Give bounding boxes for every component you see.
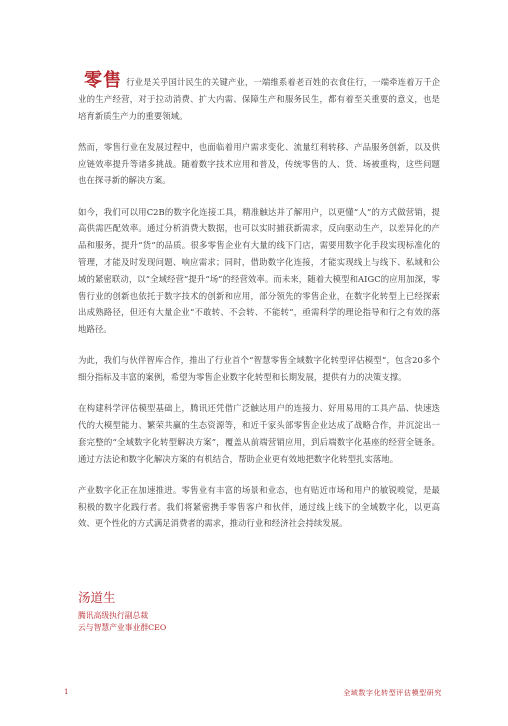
signature-title-2: 云与智慧产业事业群CEO: [78, 623, 167, 632]
footer-document-title: 全域数字化转型评估模型研究: [343, 689, 442, 697]
intro-dropcap: 零售: [84, 70, 123, 91]
signature-title-1: 腾讯高级执行副总裁: [78, 611, 149, 620]
paragraph-solution: 在构建科学评估模型基础上，腾讯还凭借广泛触达用户的连接力、好用易用的工具产品、快速迭代的大模型能力、繁荣共赢的生态资源等，和近千家头部零售企业达成了战略合作，并沉淀出一套完整的“全域数字化转型解决方案”，覆盖从前端营销应用，到后端数字化基座的经营全链条。通过方法论和数字化解决方案的有机结合，帮助企业更有效地把数字化转型扎实落地。: [78, 403, 440, 464]
preface-body: [78, 72, 440, 547]
intro-paragraph: [78, 72, 440, 124]
paragraph-outlook: 产业数字化正在加速推进。零售业有丰富的场景和业态，也有贴近市场和用户的敏锐嗅觉，是最积极的数字化践行者。我们将紧密携手零售客户和伙伴，通过线上线下的全域数字化，以更高效、更个性化的方式满足消费者的需求，推动行业和经济社会持续发展。: [78, 484, 440, 529]
signature-name: 汤道生: [78, 590, 116, 605]
paragraph-challenges: 然而，零售行业在发展过程中，也面临着用户需求变化、流量红利转移、产品服务创新，以及供应链效率提升等诸多挑战。随着数字技术应用和普及，传统零售的人、货、场被重构，这些问题也在探寻新的解决方案。: [78, 141, 440, 186]
intro-text: 行业是关乎国计民生的关键产业，一端维系着老百姓的衣食住行，一端牵连着万千企业的生产经营，对于拉动消费、扩大内需、保障生产和服务民生，都有着至关重要的意义，也是培育新质生产力的重要领域。: [78, 77, 440, 121]
signature-block: [78, 590, 166, 634]
page-number: 1: [64, 688, 69, 696]
paragraph-evaluation-model: 为此，我们与伙伴智库合作，推出了行业首个“智慧零售全域数字化转型评估模型”，包含20多个细分指标及丰富的案例，希望为零售企业数字化转型和长期发展，提供有力的决策支撑。: [78, 355, 440, 383]
paragraph-digital-tools: 如今，我们可以用C2B的数字化连接工具，精准触达并了解用户，以更懂“人”的方式做营销，提高供需匹配效率。通过分析消费大数据，也可以实时捕获新需求，反向驱动生产，以差异化的产品和服务，提升“货”的品质。很多零售企业有大量的线下门店，需要用数字化手段实现标准化的管理，才能及时发现问题、响应需求；同时，借助数字化连接，才能实现线上与线下、私域和公域的紧密联动，以“全域经营”提升“场”的经营效率。而未来，随着大模型和AIGC的应用加深，零售行业的创新也依托于数字技术的创新和应用，部分领先的零售企业，在数字化转型上已经探索出成熟路径，但还有大量企业“不敢转、不会转、不能转”，亟需科学的理论指导和行之有效的落地路径。: [78, 206, 440, 335]
